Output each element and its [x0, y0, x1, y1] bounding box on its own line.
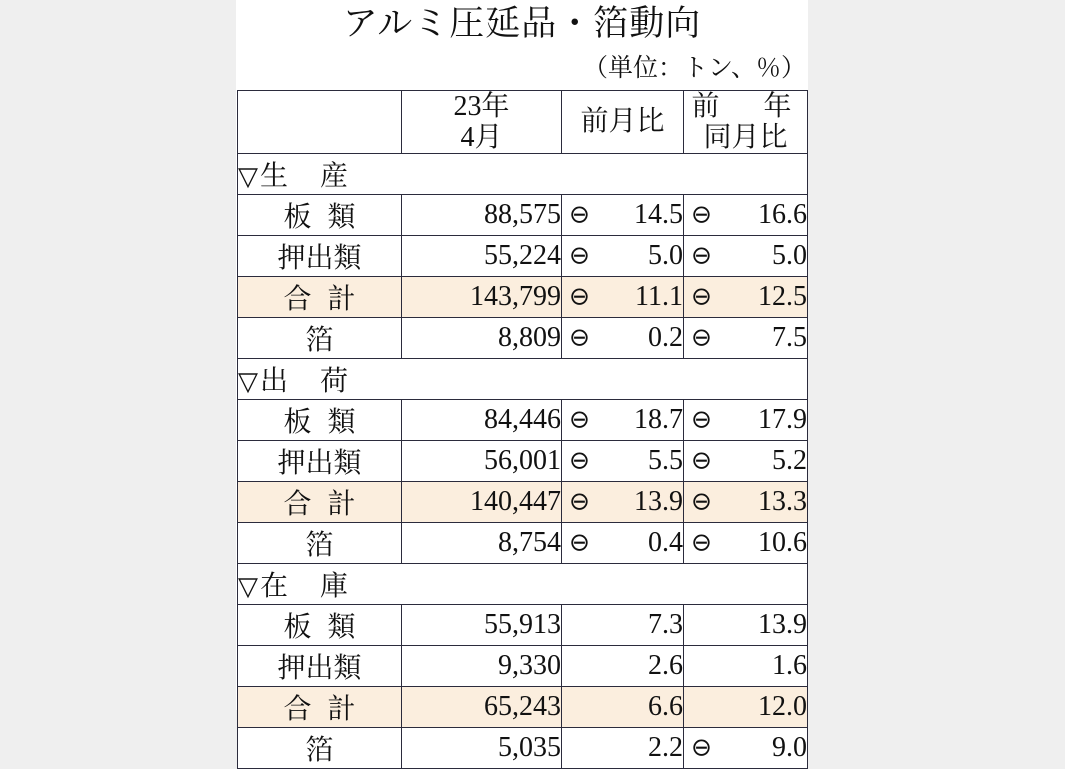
row-yoy: ⊖ 9.0	[684, 728, 808, 769]
row-label: 箔	[238, 523, 402, 564]
section-label	[238, 154, 808, 195]
table-row	[238, 646, 808, 687]
row-value: 84,446	[402, 400, 562, 441]
row-value: 8,809	[402, 318, 562, 359]
row-mom: ⊖ 5.5	[562, 441, 684, 482]
header-period-year: 23年	[453, 90, 510, 122]
section-row	[238, 359, 808, 400]
table-row	[238, 400, 808, 441]
minus-icon: ⊖	[691, 201, 712, 229]
header-period-cell	[402, 90, 562, 154]
minus-icon: ⊖	[569, 447, 590, 475]
row-label: 箔	[238, 318, 402, 359]
row-mom: ⊖ 13.9	[562, 482, 684, 523]
table-row	[238, 687, 808, 728]
header-yoy-line2: 同月比	[703, 122, 788, 154]
table-row	[238, 277, 808, 318]
row-value: 9,330	[402, 646, 562, 687]
header-mom-cell: 前月比	[562, 90, 684, 154]
table-row	[238, 195, 808, 236]
row-yoy: 12.0	[684, 687, 808, 728]
row-value: 88,575	[402, 195, 562, 236]
row-label: 押出類	[238, 236, 402, 277]
minus-icon: ⊖	[569, 324, 590, 352]
table-row	[238, 236, 808, 277]
row-value: 143,799	[402, 277, 562, 318]
row-yoy: ⊖ 12.5	[684, 277, 808, 318]
minus-icon: ⊖	[569, 201, 590, 229]
row-value: 65,243	[402, 687, 562, 728]
row-value: 56,001	[402, 441, 562, 482]
table-row	[238, 482, 808, 523]
row-mom: ⊖ 18.7	[562, 400, 684, 441]
section-label	[238, 564, 808, 605]
row-value: 55,913	[402, 605, 562, 646]
row-mom: ⊖ 11.1	[562, 277, 684, 318]
row-yoy: 1.6	[684, 646, 808, 687]
table-body	[238, 154, 808, 769]
row-value: 5,035	[402, 728, 562, 769]
aluminum-statistics-table	[237, 90, 808, 769]
row-value: 55,224	[402, 236, 562, 277]
row-label: 合計	[238, 277, 402, 318]
row-mom: 2.6	[562, 646, 684, 687]
row-mom: ⊖ 14.5	[562, 195, 684, 236]
table-row	[238, 728, 808, 769]
section-name: 在 庫	[260, 571, 351, 603]
row-yoy: ⊖ 10.6	[684, 523, 808, 564]
row-yoy: ⊖ 5.0	[684, 236, 808, 277]
row-mom: ⊖ 0.2	[562, 318, 684, 359]
header-period-month: 4月	[460, 122, 503, 154]
row-label: 箔	[238, 728, 402, 769]
row-mom: 2.2	[562, 728, 684, 769]
row-label: 押出類	[238, 646, 402, 687]
header-corner-cell	[238, 90, 402, 154]
header-yoy-cell	[684, 90, 808, 154]
row-label: 合計	[238, 482, 402, 523]
minus-icon: ⊖	[569, 283, 590, 311]
minus-icon: ⊖	[691, 488, 712, 516]
page-title: アルミ圧延品・箔動向	[342, 4, 702, 43]
row-label: 板類	[238, 605, 402, 646]
row-mom: 6.6	[562, 687, 684, 728]
row-mom: 7.3	[562, 605, 684, 646]
row-label: 押出類	[238, 441, 402, 482]
section-row	[238, 564, 808, 605]
minus-icon: ⊖	[569, 529, 590, 557]
table-row	[238, 318, 808, 359]
table-header-row	[238, 90, 808, 154]
minus-icon: ⊖	[691, 283, 712, 311]
triangle-marker-icon: ▽	[238, 572, 260, 602]
minus-icon: ⊖	[569, 242, 590, 270]
row-yoy: ⊖ 16.6	[684, 195, 808, 236]
table-sheet	[236, 0, 808, 767]
minus-icon: ⊖	[691, 529, 712, 557]
row-yoy: 13.9	[684, 605, 808, 646]
table-row	[238, 523, 808, 564]
row-label: 板類	[238, 195, 402, 236]
minus-icon: ⊖	[691, 242, 712, 270]
section-label	[238, 359, 808, 400]
triangle-marker-icon: ▽	[238, 162, 260, 192]
row-value: 140,447	[402, 482, 562, 523]
row-yoy: ⊖ 7.5	[684, 318, 808, 359]
row-label: 板類	[238, 400, 402, 441]
row-value: 8,754	[402, 523, 562, 564]
row-yoy: ⊖ 17.9	[684, 400, 808, 441]
triangle-marker-icon: ▽	[238, 367, 260, 397]
row-mom: ⊖ 0.4	[562, 523, 684, 564]
section-name: 生 産	[260, 161, 351, 193]
section-name: 出 荷	[260, 366, 351, 398]
minus-icon: ⊖	[691, 734, 712, 762]
minus-icon: ⊖	[569, 406, 590, 434]
table-row	[238, 441, 808, 482]
minus-icon: ⊖	[691, 406, 712, 434]
minus-icon: ⊖	[569, 488, 590, 516]
minus-icon: ⊖	[691, 324, 712, 352]
section-row	[238, 154, 808, 195]
unit-note: （単位：トン、％）	[582, 54, 806, 82]
minus-icon: ⊖	[691, 447, 712, 475]
row-label: 合計	[238, 687, 402, 728]
row-yoy: ⊖ 5.2	[684, 441, 808, 482]
table-row	[238, 605, 808, 646]
row-yoy: ⊖ 13.3	[684, 482, 808, 523]
row-mom: ⊖ 5.0	[562, 236, 684, 277]
header-yoy-line1: 前 年	[691, 90, 800, 122]
